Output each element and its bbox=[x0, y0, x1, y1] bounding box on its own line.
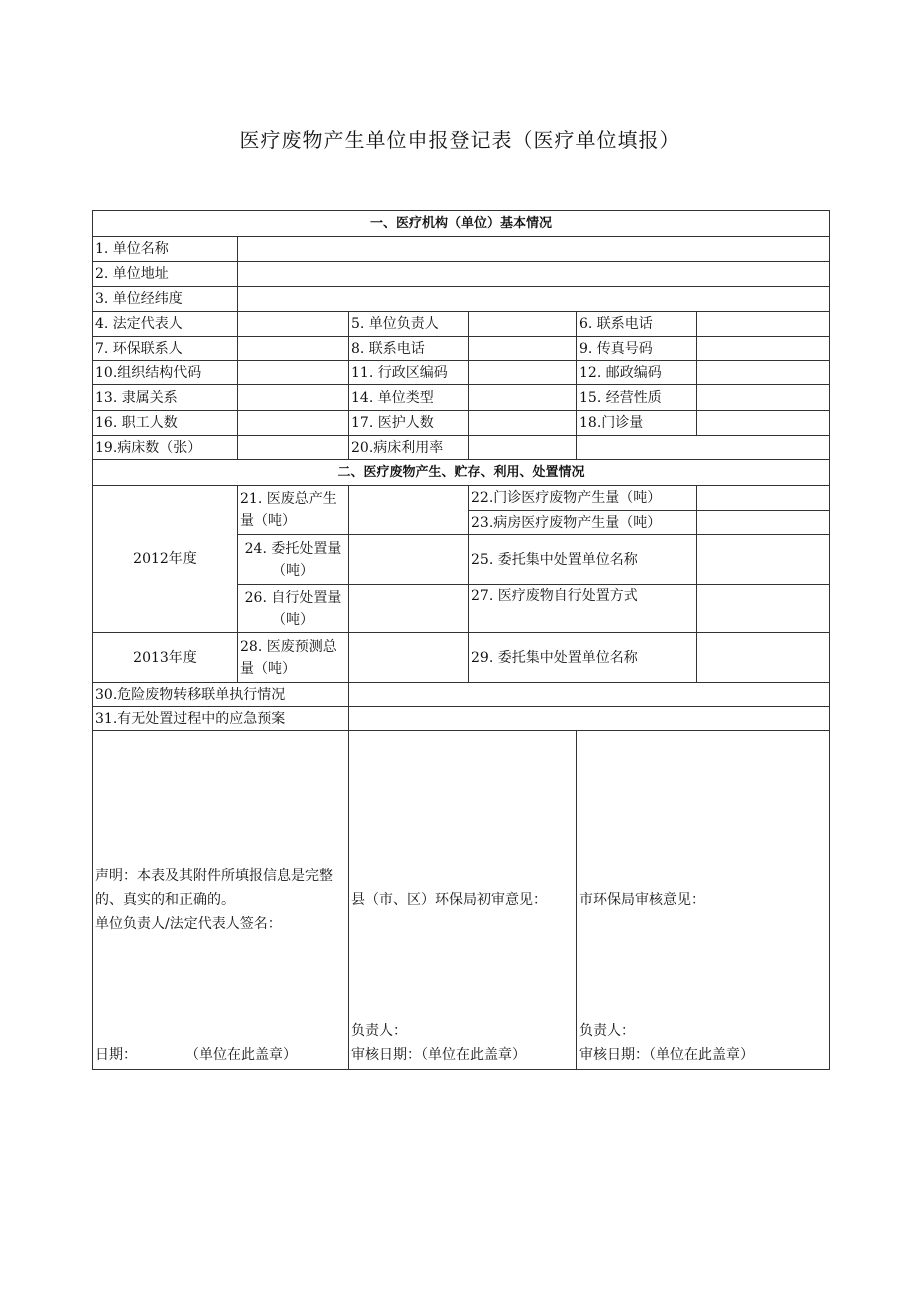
forecast-field[interactable] bbox=[349, 633, 469, 683]
city-responsible-label: 负责人： bbox=[579, 1023, 635, 1039]
entrusted-unit-field[interactable] bbox=[697, 535, 830, 585]
date-label: 日期： bbox=[95, 1047, 137, 1063]
outpatient-gen-label: 22.门诊医疗废物产生量（吨） bbox=[469, 486, 697, 511]
self-disposal-field[interactable] bbox=[349, 585, 469, 633]
seal-note: （单位在此盖章） bbox=[185, 1047, 297, 1063]
bed-usage-field[interactable] bbox=[469, 436, 577, 460]
county-responsible-label: 负责人： bbox=[351, 1023, 407, 1039]
beds-label: 19.病床数（张） bbox=[93, 436, 238, 460]
env-contact-field[interactable] bbox=[238, 337, 349, 361]
affiliation-field[interactable] bbox=[238, 385, 349, 411]
unit-address-field[interactable] bbox=[238, 262, 830, 287]
org-code-label: 10.组织结构代码 bbox=[93, 361, 238, 385]
contact-phone-field[interactable] bbox=[469, 337, 577, 361]
staff-field[interactable] bbox=[238, 411, 349, 436]
city-review-date-label: 审核日期： bbox=[579, 1047, 649, 1063]
entrusted-unit-label: 25. 委托集中处置单位名称 bbox=[469, 535, 697, 585]
transfer-field[interactable] bbox=[349, 683, 830, 707]
phone-field[interactable] bbox=[697, 312, 830, 337]
entrusted-unit-2013-field[interactable] bbox=[697, 633, 830, 683]
bed-usage-label: 20.病床利用率 bbox=[349, 436, 469, 460]
emergency-field[interactable] bbox=[349, 707, 830, 731]
region-code-field[interactable] bbox=[469, 361, 577, 385]
unit-type-label: 14. 单位类型 bbox=[349, 385, 469, 411]
county-opinion-label: 县（市、区）环保局初审意见： bbox=[351, 892, 547, 908]
year-2013-label: 2013年度 bbox=[93, 633, 238, 683]
phone-label: 6. 联系电话 bbox=[577, 312, 697, 337]
fax-field[interactable] bbox=[697, 337, 830, 361]
total-gen-field[interactable] bbox=[349, 486, 469, 535]
beds-field[interactable] bbox=[238, 436, 349, 460]
city-opinion-label: 市环保局审核意见： bbox=[579, 892, 705, 908]
org-code-field[interactable] bbox=[238, 361, 349, 385]
county-seal-note: （单位在此盖章） bbox=[421, 1047, 526, 1063]
postcode-field[interactable] bbox=[697, 361, 830, 385]
section2-heading: 二、医疗废物产生、贮存、利用、处置情况 bbox=[93, 460, 830, 486]
nurses-label: 17. 医护人数 bbox=[349, 411, 469, 436]
self-method-label: 27. 医疗废物自行处置方式 bbox=[469, 585, 697, 633]
forecast-label: 28. 医废预测总量（吨） bbox=[238, 633, 349, 683]
ward-gen-field[interactable] bbox=[697, 511, 830, 535]
nurses-field[interactable] bbox=[469, 411, 577, 436]
transfer-label: 30.危险废物转移联单执行情况 bbox=[93, 683, 349, 707]
county-review-date-label: 审核日期： bbox=[351, 1047, 421, 1063]
staff-label: 16. 职工人数 bbox=[93, 411, 238, 436]
region-code-label: 11. 行政区编码 bbox=[349, 361, 469, 385]
year-2012-label: 2012年度 bbox=[93, 486, 238, 633]
contact-phone-label: 8. 联系电话 bbox=[349, 337, 469, 361]
ward-gen-label: 23.病房医疗废物产生量（吨） bbox=[469, 511, 697, 535]
unit-name-field[interactable] bbox=[238, 237, 830, 262]
signer-label: 单位负责人/法定代表人签名： bbox=[95, 916, 282, 932]
outpatient-field[interactable] bbox=[697, 411, 830, 436]
declaration-cell bbox=[93, 731, 349, 1070]
self-method-field[interactable] bbox=[697, 585, 830, 633]
entrusted-label: 24. 委托处置量（吨） bbox=[238, 535, 349, 585]
outpatient-gen-field[interactable] bbox=[697, 486, 830, 511]
registration-form bbox=[92, 210, 830, 1070]
postcode-label: 12. 邮政编码 bbox=[577, 361, 697, 385]
section1-heading: 一、医疗机构（单位）基本情况 bbox=[93, 211, 830, 237]
city-seal-note: （单位在此盖章） bbox=[649, 1047, 754, 1063]
legal-rep-field[interactable] bbox=[238, 312, 349, 337]
env-contact-label: 7. 环保联系人 bbox=[93, 337, 238, 361]
unit-type-field[interactable] bbox=[469, 385, 577, 411]
unit-coords-label: 3. 单位经纬度 bbox=[93, 287, 238, 312]
unit-head-field[interactable] bbox=[469, 312, 577, 337]
self-disposal-label: 26. 自行处置量（吨） bbox=[238, 585, 349, 633]
unit-head-label: 5. 单位负责人 bbox=[349, 312, 469, 337]
county-opinion-cell bbox=[349, 731, 577, 1070]
outpatient-label: 18.门诊量 bbox=[577, 411, 697, 436]
emergency-label: 31.有无处置过程中的应急预案 bbox=[93, 707, 349, 731]
entrusted-unit-2013-label: 29. 委托集中处置单位名称 bbox=[469, 633, 697, 683]
unit-coords-field[interactable] bbox=[238, 287, 830, 312]
business-nature-field[interactable] bbox=[697, 385, 830, 411]
empty-cell bbox=[577, 436, 830, 460]
legal-rep-label: 4. 法定代表人 bbox=[93, 312, 238, 337]
fax-label: 9. 传真号码 bbox=[577, 337, 697, 361]
page-title: 医疗废物产生单位申报登记表（医疗单位填报） bbox=[239, 128, 681, 152]
declaration-text: 声明：本表及其附件所填报信息是完整的、真实的和正确的。 bbox=[95, 868, 333, 908]
city-opinion-cell bbox=[577, 731, 830, 1070]
unit-address-label: 2. 单位地址 bbox=[93, 262, 238, 287]
business-nature-label: 15. 经营性质 bbox=[577, 385, 697, 411]
affiliation-label: 13. 隶属关系 bbox=[93, 385, 238, 411]
entrusted-field[interactable] bbox=[349, 535, 469, 585]
unit-name-label: 1. 单位名称 bbox=[93, 237, 238, 262]
total-gen-label: 21. 医废总产生量（吨） bbox=[238, 486, 349, 535]
